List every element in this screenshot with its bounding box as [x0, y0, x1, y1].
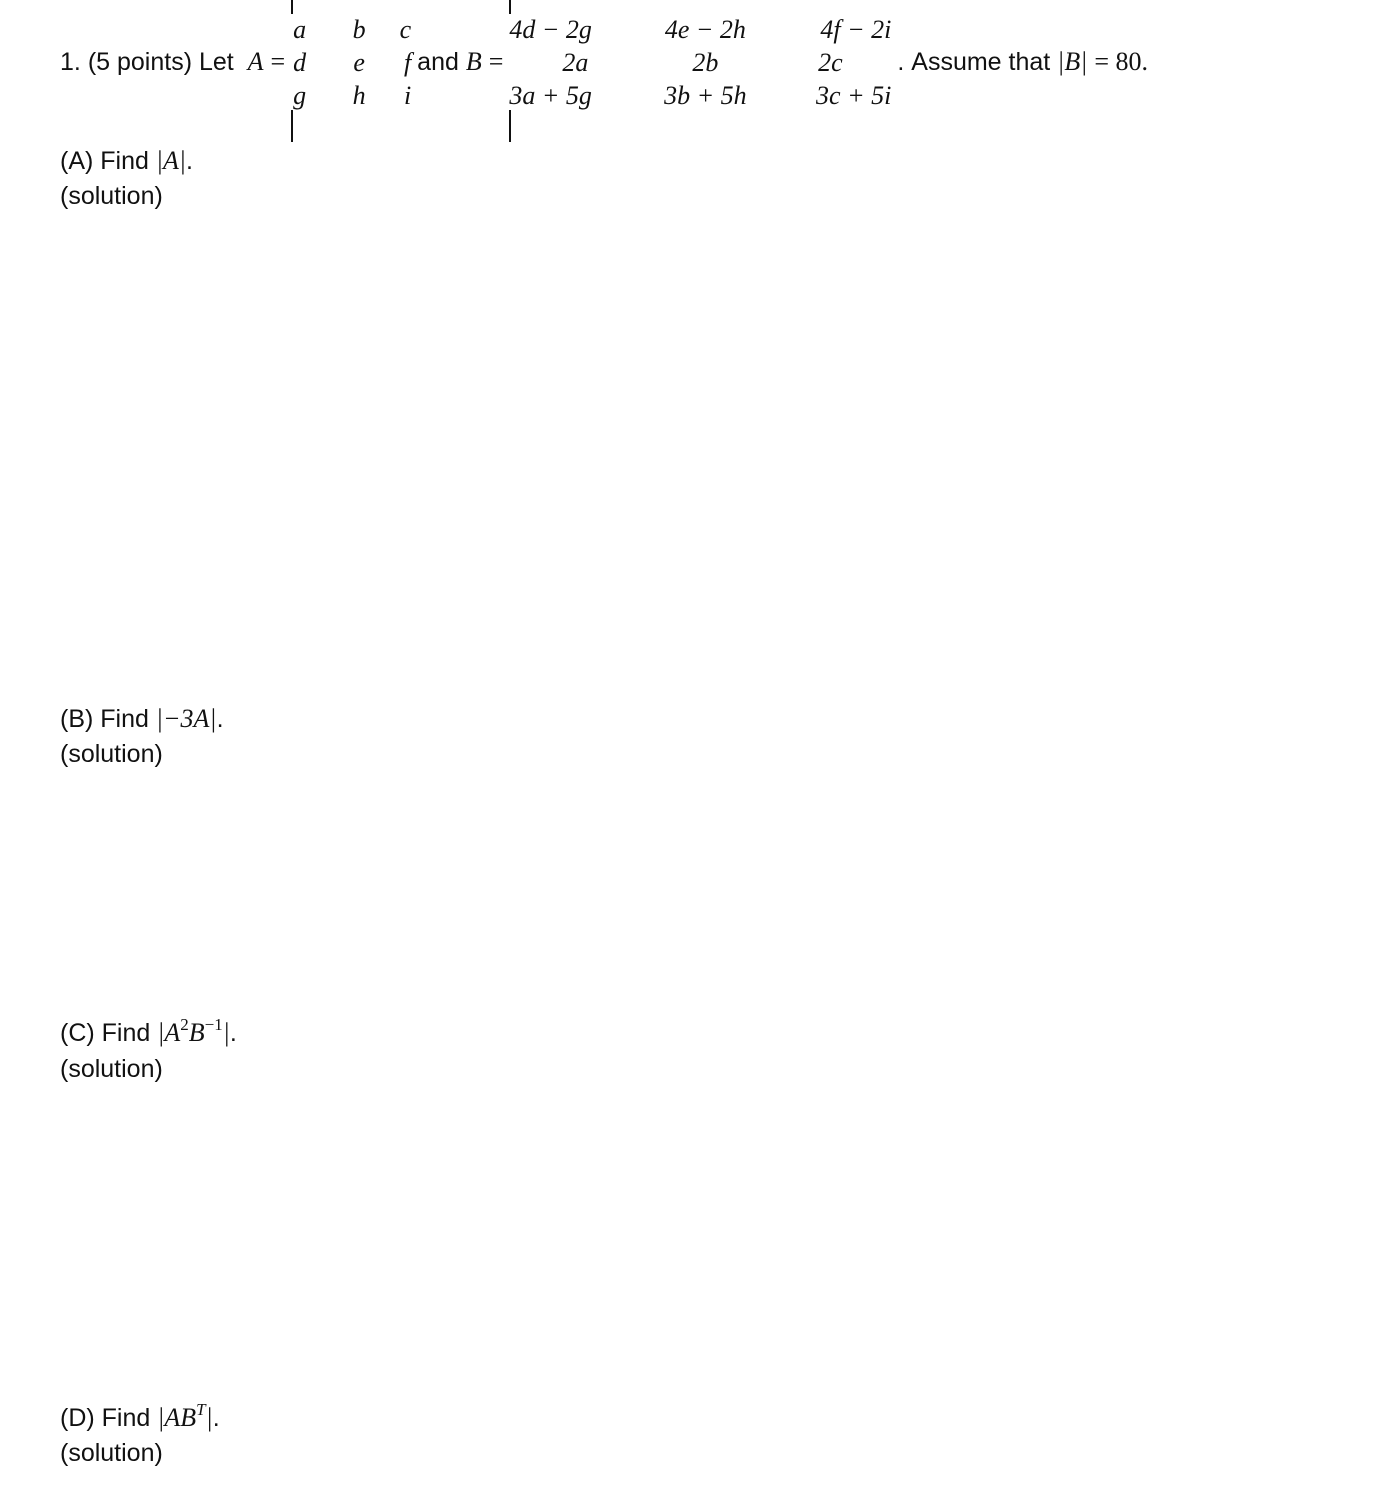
matrix-a-right-bracket [291, 110, 293, 142]
matrix-b-left-bracket [509, 0, 511, 14]
matrix-b-cell: 4e − 2h [664, 14, 746, 44]
part-b-period: . [216, 705, 224, 733]
part-c-solution: (solution) [60, 1055, 163, 1083]
part-a-label: (A) Find [60, 147, 149, 175]
equals-sign: = [270, 47, 286, 76]
part-c-expression-b: B [188, 1018, 205, 1047]
var-a: A [247, 47, 264, 76]
matrix-a-cell: a [293, 14, 307, 44]
matrix-b-cell: 2b [692, 47, 719, 77]
matrix-b-cell: 4d − 2g [509, 14, 592, 44]
problem-number: 1. [60, 47, 81, 76]
part-c-expression-base: |A [157, 1018, 181, 1047]
matrix-b-cell: 3a + 5g [509, 80, 592, 110]
matrix-a [291, 0, 411, 141]
part-b-solution: (solution) [60, 740, 163, 768]
assume-expression: |B| [1057, 47, 1088, 76]
part-b-question [60, 702, 224, 736]
equals-sign: = [488, 47, 504, 76]
part-d-expression-close: | [205, 1403, 213, 1432]
assume-text: Assume that [911, 47, 1051, 76]
part-a-solution: (solution) [60, 182, 163, 210]
matrix-b-right-bracket [509, 110, 511, 142]
part-c-period: . [229, 1019, 237, 1047]
part-d-label: (D) Find [60, 1404, 151, 1432]
part-c-exponent-2: 2 [180, 1015, 189, 1034]
part-c-question [60, 1016, 237, 1053]
matrix-b-cell: 2c [818, 47, 843, 77]
part-a-period: . [186, 147, 193, 175]
and-word: and [417, 47, 459, 76]
matrix-a-left-bracket [291, 0, 293, 14]
period: . [897, 47, 905, 76]
problem-statement [60, 12, 1148, 112]
matrix-a-cell: e [353, 47, 365, 77]
matrix-a-cell: d [293, 47, 307, 77]
part-a-question [60, 144, 193, 178]
part-d-solution: (solution) [60, 1439, 163, 1467]
part-d-question [60, 1401, 220, 1438]
part-d-expression-base: |AB [157, 1403, 197, 1432]
matrix-a-cell: c [399, 14, 412, 44]
matrix-b-cell: 4f − 2i [820, 14, 892, 44]
let-word: Let [198, 47, 234, 76]
matrix-b-cell: 3c + 5i [816, 80, 892, 110]
part-c-label: (C) Find [60, 1019, 151, 1047]
matrix-a-cell: i [403, 80, 412, 110]
matrix-b [509, 0, 891, 141]
part-c-exponent-inverse: −1 [204, 1015, 223, 1034]
assume-value: = 80. [1094, 47, 1148, 76]
var-b: B [465, 47, 482, 76]
part-b-label: (B) Find [60, 705, 149, 733]
matrix-a-cell: b [352, 14, 366, 44]
problem-points: (5 points) [87, 47, 193, 76]
matrix-b-cell: 2a [562, 47, 589, 77]
matrix-a-cell: h [352, 80, 366, 110]
matrix-b-cell: 3b + 5h [664, 80, 747, 110]
part-a-expression: |A| [155, 146, 187, 175]
matrix-a-cell: f [403, 47, 412, 77]
matrix-a-cell: g [293, 80, 307, 110]
part-d-period: . [212, 1404, 220, 1432]
part-d-transpose-superscript: T [196, 1400, 206, 1419]
part-c-expression-close: | [222, 1018, 230, 1047]
part-b-expression: |−3A| [155, 704, 217, 733]
